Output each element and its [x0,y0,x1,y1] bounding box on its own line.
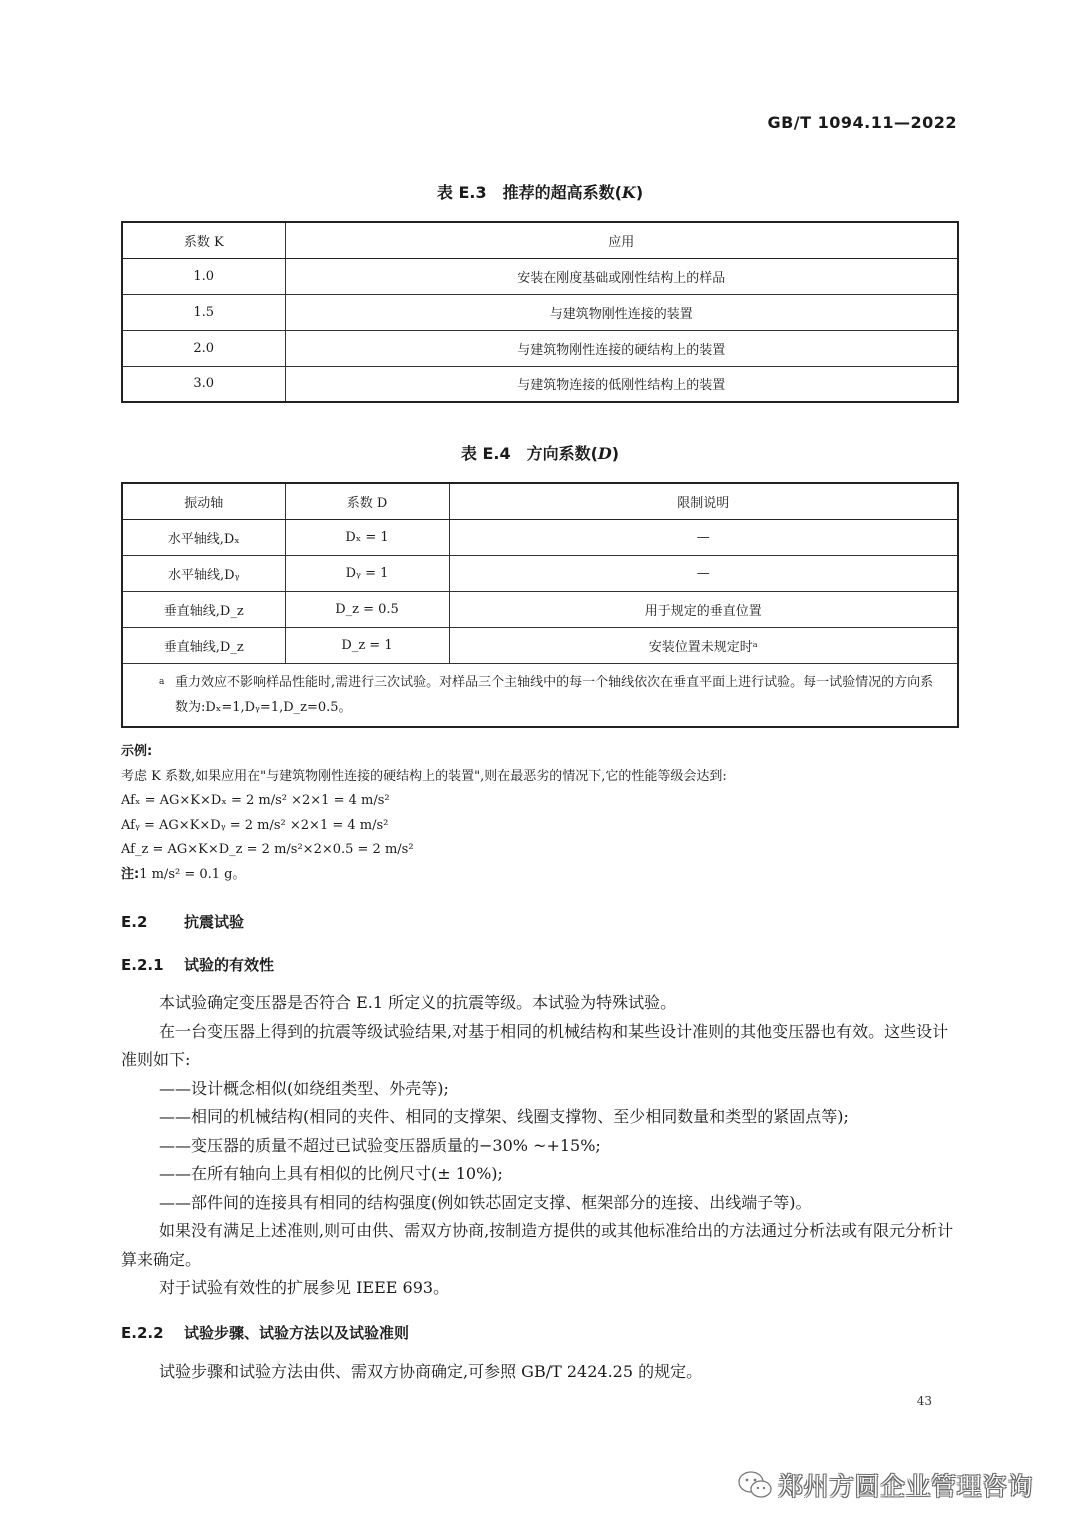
list-item: ——变压器的质量不超过已试验变压器质量的−30% ~+15%; [159,1135,601,1155]
section-title: 抗震试验 [184,913,245,931]
section-number: E.2 [121,913,148,931]
coefficient-cell: Dᵧ = 1 [285,555,449,591]
watermark-text: 郑州方圆企业管理咨询 [778,1472,1034,1501]
restriction-cell: 用于规定的垂直位置 [449,591,958,627]
example-note [121,863,961,888]
paragraph: 本试验确定变压器是否符合 E.1 所定义的抗震等级。本试验为特殊试验。 [159,993,677,1012]
column-header: 系数 K [122,222,285,258]
document-code: GB/T 1094.11—2022 [767,113,957,132]
list-item: ——相同的机械结构(相同的夹件、相同的支撑架、线圈支撑物、至少相同数量和类型的紧固点等); [159,1107,849,1126]
table-row [122,627,958,663]
section-number: E.2.2 [121,1324,164,1342]
watermark [736,1465,1033,1505]
application-cell: 与建筑物刚性连接的装置 [285,294,958,330]
list-item: ——在所有轴向上具有相似的比例尺寸(± 10%); [159,1164,503,1183]
column-header: 系数 D [285,483,449,519]
paragraph: 如果没有满足上述准则,则可由供、需双方协商,按制造方提供的或其他标准给出的方法通过分析法或有限元分析计算来确定。 [121,1221,954,1269]
example-formula: Afᵧ = AG×K×Dᵧ = 2 m/s² ×2×1 = 4 m/s² [121,817,389,833]
coefficient-cell: 2.0 [122,330,285,366]
example-formula: Af_z = AG×K×D_z = 2 m/s²×2×0.5 = 2 m/s² [121,842,414,857]
note-label: 注: [121,866,140,882]
column-header: 应用 [285,222,958,258]
application-cell: 与建筑物刚性连接的硬结构上的装置 [285,330,958,366]
table-row [122,294,958,330]
table-row [122,555,958,591]
paragraph: 试验步骤和试验方法由供、需双方协商确定,可参照 GB/T 2424.25 的规定。 [159,1362,703,1381]
column-header: 限制说明 [449,483,958,519]
section-e21-heading [121,954,274,975]
table-header-row [122,222,958,258]
footnote-marker: a [159,676,165,687]
list-item: ——设计概念相似(如绕组类型、外壳等); [159,1078,449,1098]
table-e3-title: 表 E.3 推荐的超高系数(K) [436,183,644,202]
coefficient-cell: 1.5 [122,294,285,330]
section-title: 试验步骤、试验方法以及试验准则 [184,1324,410,1342]
table-e3 [121,221,959,403]
table-row [122,330,958,366]
table-e4 [121,482,959,728]
section-e22-heading [121,1322,409,1343]
table-row [122,258,958,294]
restriction-cell: — [449,555,958,591]
application-cell: 安装在刚度基础或刚性结构上的样品 [285,258,958,294]
axis-cell: 垂直轴线,D_z [122,591,285,627]
table-row [122,366,958,402]
section-number: E.2.1 [121,956,164,974]
axis-cell: 垂直轴线,D_z [122,627,285,663]
axis-cell: 水平轴线,Dₓ [122,519,285,555]
example-heading: 示例: [121,744,153,759]
axis-cell: 水平轴线,Dᵧ [122,555,285,591]
table-row [122,591,958,627]
example-formula: Afₓ = AG×K×Dₓ = 2 m/s² ×2×1 = 4 m/s² [121,793,390,808]
coefficient-cell: Dₓ = 1 [285,519,449,555]
footnote-text: 重力效应不影响样品性能时,需进行三次试验。对样品三个主轴线中的每一个轴线依次在垂直平面上进行试验。每一试验情况的方向系数为:Dₓ=1,Dᵧ=1,D_z=0.5。 [175,674,934,715]
application-cell: 与建筑物连接的低刚性结构上的装置 [285,366,958,402]
coefficient-cell: D_z = 0.5 [285,591,449,627]
section-title: 试验的有效性 [184,956,275,974]
table-footnote-row [122,663,958,727]
coefficient-cell: D_z = 1 [285,627,449,663]
example-block [121,740,961,887]
restriction-cell: 安装位置未规定时ᵃ [449,627,958,663]
paragraph: 对于试验有效性的扩展参见 IEEE 693。 [159,1278,450,1297]
table-e4-title: 表 E.4 方向系数(D) [460,444,620,463]
list-item: ——部件间的连接具有相同的结构强度(例如铁芯固定支撑、框架部分的连接、出线端子等)。 [159,1192,812,1212]
column-header: 振动轴 [122,483,285,519]
paragraph: 在一台变压器上得到的抗震等级试验结果,对基于相同的机械结构和某些设计准则的其他变压器也有效。这些设计准则如下: [121,1021,949,1069]
restriction-cell: — [449,519,958,555]
table-footnote [122,663,958,727]
page-number: 43 [916,1394,932,1408]
coefficient-cell: 3.0 [122,366,285,402]
wechat-icon [736,1469,774,1501]
example-intro: 考虑 K 系数,如果应用在"与建筑物刚性连接的硬结构上的装置",则在最恶劣的情况下,它的性能等级会达到: [121,768,727,784]
table-row [122,519,958,555]
section-e21-body [121,989,961,1303]
section-e2-heading [121,911,244,932]
table-header-row [122,483,958,519]
coefficient-cell: 1.0 [122,258,285,294]
section-e22-body [121,1358,961,1387]
note-text: 1 m/s² = 0.1 g。 [139,866,246,882]
